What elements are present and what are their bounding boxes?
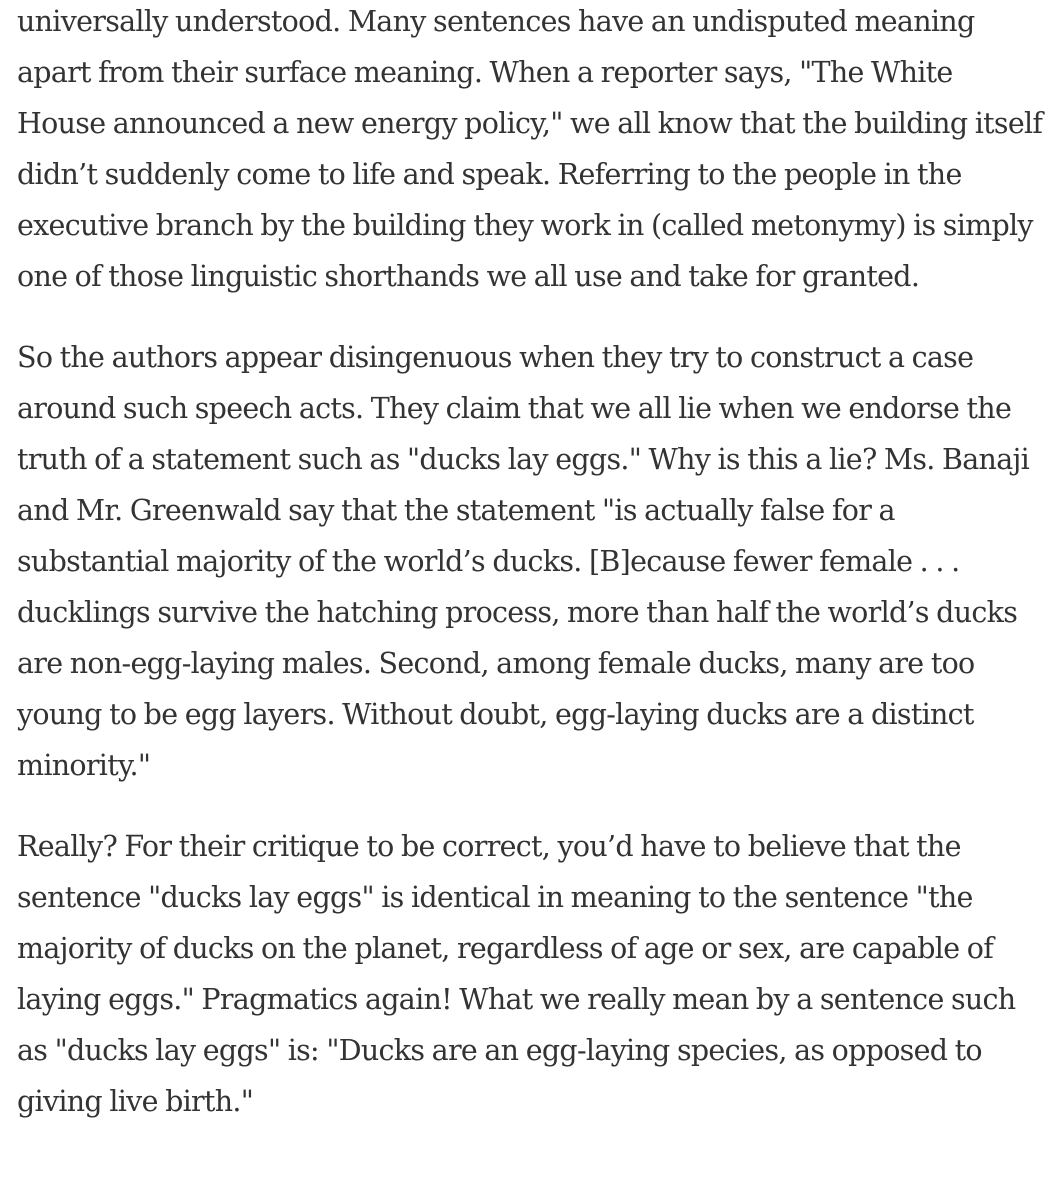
- article-paragraph: Really? For their critique to be correct, you’d have to believe that the sentence "ducks lay eggs" is identical in meaning to the sentence "the majority of ducks on the planet, regardless of age or sex, are capable of laying eggs." Pragmatics again! What we really mean by a sentence such as "ducks lay eggs" is: "Ducks are an egg-laying species, as opposed to giving live birth.": [17, 830, 1016, 1118]
- article-paragraph: universally understood. Many sentences have an undisputed meaning apart from their surface meaning. When a reporter says, "The White House announced a new energy policy," we all know that the building itself didn’t suddenly come to life and speak. Referring to the people in the executive branch by the building they work in (called metonymy) is simply one of those linguistic shorthands we all use and take for granted.: [17, 5, 1043, 293]
- article-body: [17, 0, 1047, 1157]
- article-paragraph: So the authors appear disingenuous when they try to construct a case around such speech acts. They claim that we all lie when we endorse the truth of a statement such as "ducks lay eggs." Why is this a lie? Ms. Banaji and Mr. Greenwald say that the statement "is actually false for a substantial majority of the world’s ducks. [B]ecause fewer female . . . ducklings survive the hatching process, more than half the world’s ducks are non-egg-laying males. Second, among female ducks, many are too young to be egg layers. Without doubt, egg-laying ducks are a distinct minority.": [17, 341, 1030, 782]
